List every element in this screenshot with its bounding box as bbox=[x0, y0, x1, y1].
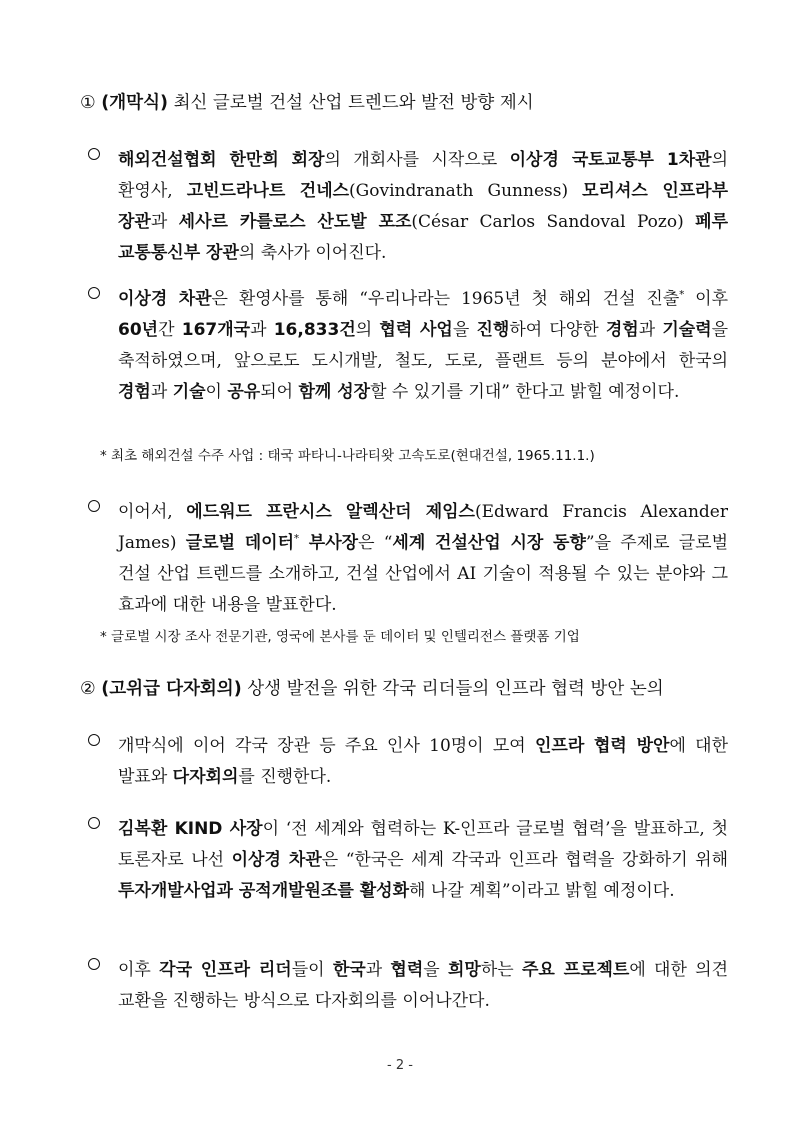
paragraph-text: 김복환 KIND 사장이 ‘전 세계와 협력하는 K-인프라 글로벌 협력’을 발표하고, 첫 토론자로 나선 이상경 차관은 “한국은 세계 각국과 인프라 협력을 강화하기 위해 투자개발사업과 공적개발원조를 활성화해 나갈 계획”이라고 밝힐 예정이다. bbox=[118, 819, 728, 901]
bullet-item-kind-presentation bbox=[88, 814, 728, 907]
bullet-item-project-discussion bbox=[88, 955, 728, 1017]
circle-bullet-icon bbox=[88, 734, 100, 746]
page-number: - 2 - bbox=[387, 1058, 413, 1073]
circle-bullet-icon bbox=[88, 817, 100, 829]
section-heading-high-level-meeting bbox=[80, 676, 664, 702]
paragraph-text: 해외건설협회 한만희 회장의 개회사를 시작으로 이상경 국토교통부 1차관의 환영사, 고빈드라나트 건네스(Govindranath Gunness) 모리셔스 인프라부 장관과 세사르 카를로스 산도발 포조(César Carlos Sandoval Pozo) 페루 교통통신부 장관의 축사가 이어진다. bbox=[118, 150, 729, 263]
circle-bullet-icon bbox=[88, 287, 100, 299]
circle-bullet-icon bbox=[88, 500, 100, 512]
footnote-first-overseas-project: * 최초 해외건설 수주 사업 : 태국 파타니-나라티왓 고속도로(현대건설, 1965.11.1.) bbox=[100, 448, 595, 464]
footnote-global-data: * 글로벌 시장 조사 전문기관, 영국에 본사를 둔 데이터 및 인텔리전스 플랫폼 기업 bbox=[100, 629, 580, 645]
section-number: ① bbox=[80, 93, 96, 113]
section-tag: (고위급 다자회의) bbox=[101, 679, 242, 699]
bullet-item-meeting-intro bbox=[88, 731, 728, 793]
paragraph-text: 이후 각국 인프라 리더들이 한국과 협력을 희망하는 주요 프로젝트에 대한 의견 교환을 진행하는 방식으로 다자회의를 이어나간다. bbox=[118, 960, 729, 1011]
bullet-item-keynote bbox=[88, 497, 728, 621]
section-tag: (개막식) bbox=[101, 93, 168, 113]
paragraph-text: 이어서, 에드워드 프란시스 알렉산더 제임스(Edward Francis Alexander James) 글로벌 데이터* 부사장은 “세계 건설산업 시장 동향”을 주제로 글로벌 건설 산업 트렌드를 소개하고, 건설 산업에서 AI 기술이 적용될 수 있는 분야와 그 효과에 대한 내용을 발표한다. bbox=[118, 502, 729, 615]
bullet-item-speeches bbox=[88, 145, 728, 269]
section-heading-opening bbox=[80, 90, 534, 116]
section-number: ② bbox=[80, 679, 96, 699]
bullet-item-welcome-speech bbox=[88, 284, 728, 408]
circle-bullet-icon bbox=[88, 958, 100, 970]
paragraph-text: 이상경 차관은 환영사를 통해 “우리나라는 1965년 첫 해외 건설 진출* 이후 60년간 167개국과 16,833건의 협력 사업을 진행하여 다양한 경험과 기술력을 축적하였으며, 앞으로도 도시개발, 철도, 도로, 플랜트 등의 분야에서 한국의 경험과 기술이 공유되어 함께 성장할 수 있기를 기대” 한다고 밝힐 예정이다. bbox=[118, 289, 729, 402]
paragraph-text: 개막식에 이어 각국 장관 등 주요 인사 10명이 모여 인프라 협력 방안에 대한 발표와 다자회의를 진행한다. bbox=[118, 736, 728, 787]
section-title: 상생 발전을 위한 각국 리더들의 인프라 협력 방안 논의 bbox=[241, 679, 664, 699]
section-title: 최신 글로벌 건설 산업 트렌드와 발전 방향 제시 bbox=[168, 93, 534, 113]
circle-bullet-icon bbox=[88, 148, 100, 160]
